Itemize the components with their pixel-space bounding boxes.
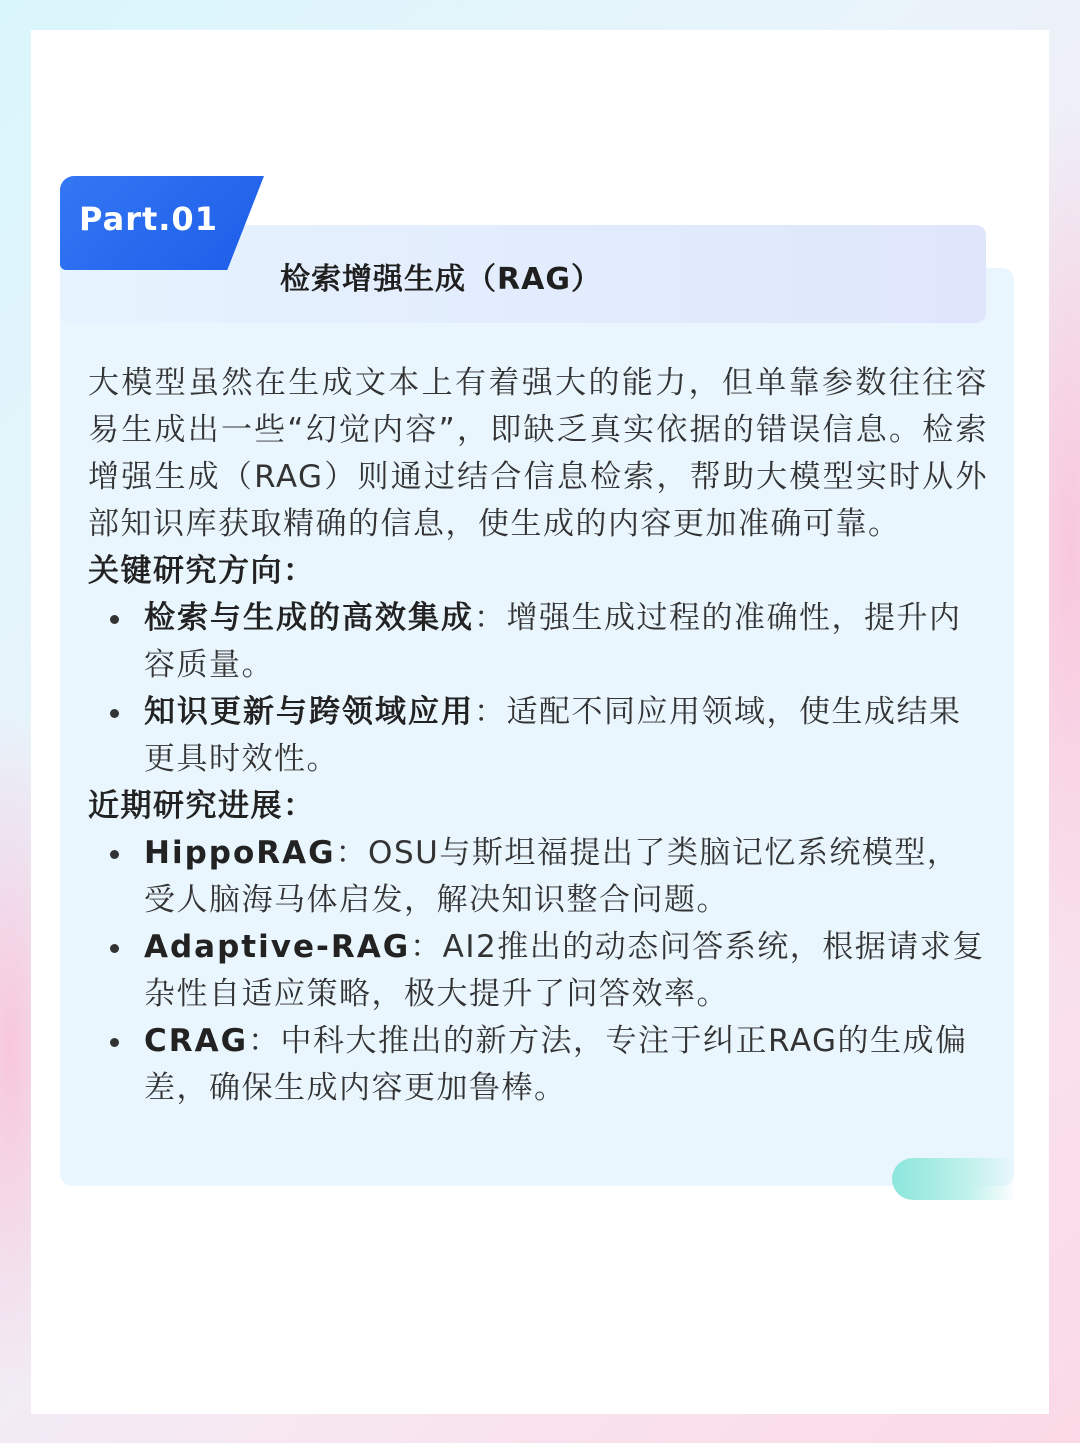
bullet-dot bbox=[110, 850, 119, 859]
list-item-term: 检索与生成的高效集成 bbox=[144, 600, 474, 636]
list-item-term: HippoRAG bbox=[144, 835, 336, 871]
key-directions-list bbox=[88, 595, 988, 783]
decorative-pill bbox=[892, 1158, 1014, 1200]
list-item-desc: ：AI2推出的动态问答系统，根据请求复杂性自适应策略，极大提升了问答效率。 bbox=[144, 929, 985, 1012]
recent-progress-heading: 近期研究进展： bbox=[88, 788, 316, 824]
list-item-term: Adaptive-RAG bbox=[144, 929, 411, 965]
list-item bbox=[88, 1018, 988, 1112]
part-label: Part.01 bbox=[79, 200, 218, 238]
bullet-dot bbox=[110, 615, 119, 624]
list-item bbox=[88, 595, 988, 689]
list-item-term: CRAG bbox=[144, 1023, 249, 1059]
article-body bbox=[88, 360, 988, 1112]
list-item bbox=[88, 689, 988, 783]
list-item-desc: ：中科大推出的新方法，专注于纠正RAG的生成偏差，确保生成内容更加鲁棒。 bbox=[144, 1023, 968, 1106]
section-title: 检索增强生成（RAG） bbox=[280, 262, 602, 297]
list-item bbox=[88, 830, 988, 924]
list-item-term: 知识更新与跨领域应用 bbox=[144, 694, 474, 730]
bullet-dot bbox=[110, 709, 119, 718]
list-item-desc: ：增强生成过程的准确性，提升内容质量。 bbox=[144, 600, 962, 683]
intro-paragraph: 大模型虽然在生成文本上有着强大的能力，但单靠参数往往容易生成出一些“幻觉内容”，即缺乏真实依据的错误信息。检索增强生成（RAG）则通过结合信息检索，帮助大模型实时从外部知识库获取精确的信息，使生成的内容更加准确可靠。 bbox=[88, 365, 988, 542]
bullet-dot bbox=[110, 1038, 119, 1047]
list-item bbox=[88, 924, 988, 1018]
bullet-dot bbox=[110, 944, 119, 953]
list-item-desc: ：OSU与斯坦福提出了类脑记忆系统模型，受人脑海马体启发，解决知识整合问题。 bbox=[144, 835, 960, 918]
recent-progress-list bbox=[88, 830, 988, 1112]
key-directions-heading: 关键研究方向： bbox=[88, 553, 316, 589]
list-item-desc: ：适配不同应用领域，使生成结果更具时效性。 bbox=[144, 694, 962, 777]
